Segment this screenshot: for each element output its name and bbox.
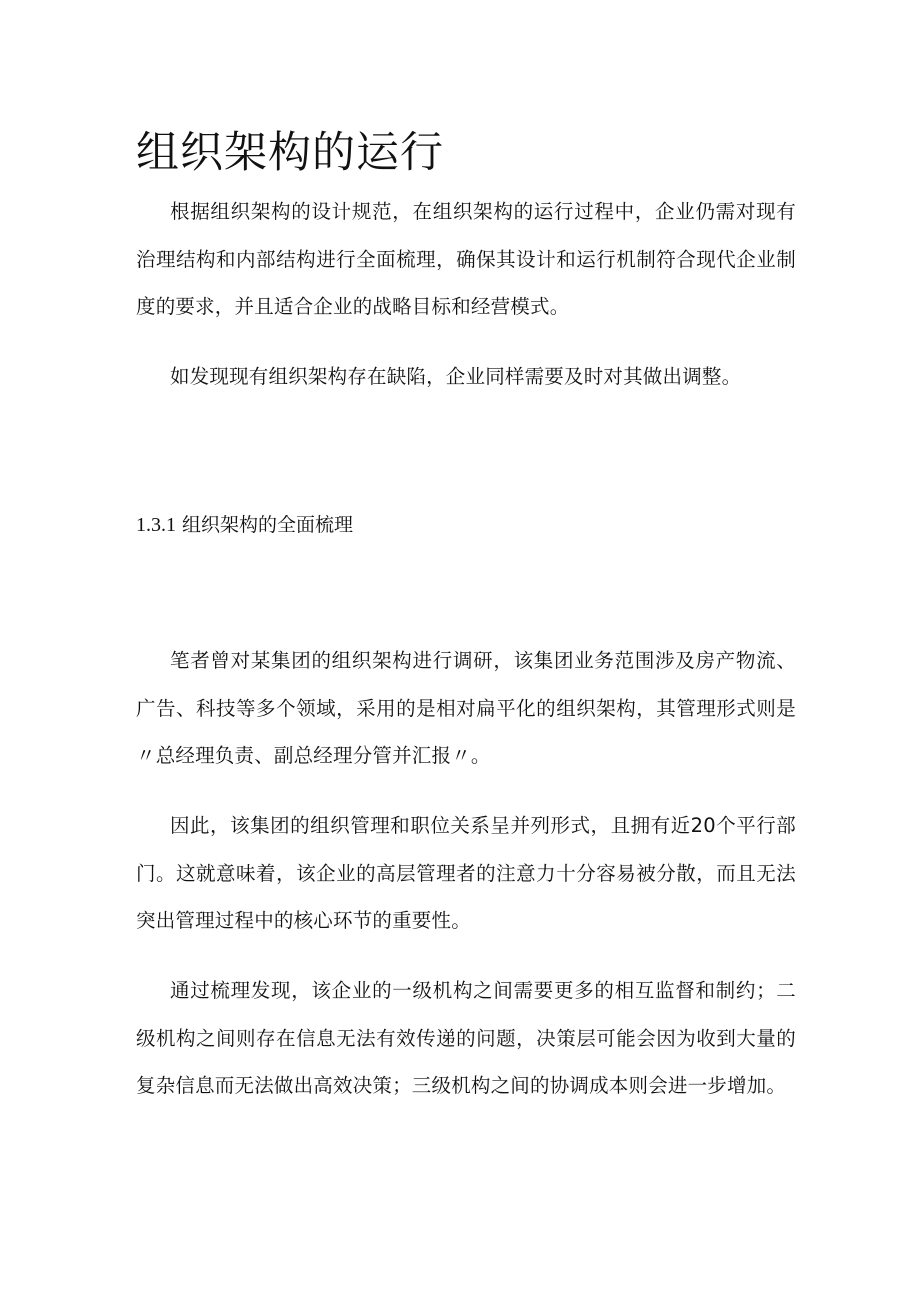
paragraph-structure: 因此，该集团的组织管理和职位关系呈并列形式，且拥有近20个平行部门。这就意味着，该企业的高层管理者的注意力十分容易被分散，而且无法突出管理过程中的核心环节的重要性。 [136,814,796,932]
paragraph-findings: 通过梳理发现，该企业的一级机构之间需要更多的相互监督和制约；二级机构之间则存在信息无法有效传递的问题，决策层可能会因为收到大量的复杂信息而无法做出高效决策；三级机构之间的协调成本则会进一步增加。 [136,979,796,1097]
section-heading [136,505,353,545]
section-number: 1.3.1 [136,514,176,536]
paragraph-research: 笔者曾对某集团的组织架构进行调研，该集团业务范围涉及房产物流、广告、科技等多个领域，采用的是相对扁平化的组织架构，其管理形式则是〃总经理负责、副总经理分管并汇报〃。 [136,649,796,767]
section-title: 组织架构的全面梳理 [182,514,354,536]
paragraph-intro: 根据组织架构的设计规范，在组织架构的运行过程中，企业仍需对现有治理结构和内部结构进行全面梳理，确保其设计和运行机制符合现代企业制度的要求，并且适合企业的战略目标和经营模式。 [136,200,796,318]
page-title: 组织架构的运行 [136,128,444,178]
paragraph-adjustment: 如发现现有组织架构存在缺陷，企业同样需要及时对其做出调整。 [170,365,742,388]
